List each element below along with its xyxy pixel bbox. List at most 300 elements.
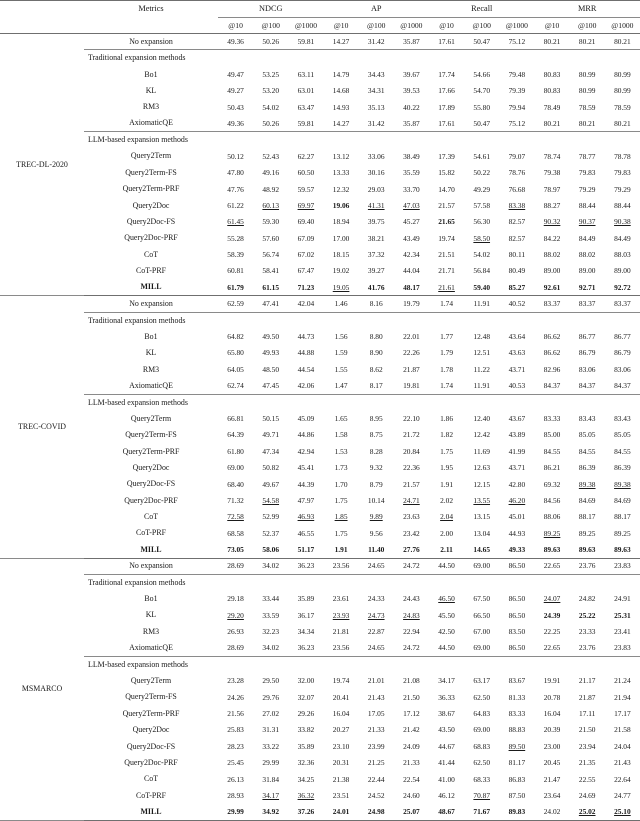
value-text: 65.80 (227, 348, 244, 358)
cell-value (464, 197, 499, 213)
cell-value (359, 804, 394, 820)
cell-value (464, 83, 499, 99)
cell-value (394, 706, 429, 722)
value-text: 78.49 (543, 102, 561, 112)
value-text: 34.17 (438, 676, 455, 686)
value-text: 36.17 (297, 610, 315, 620)
cell-value (429, 673, 464, 689)
table-row (0, 771, 640, 787)
cell-value (605, 247, 640, 263)
value-text: 41.00 (438, 774, 455, 784)
row-method-label (84, 410, 218, 426)
value-text: 88.17 (578, 512, 596, 522)
cell-value (570, 706, 605, 722)
cell-value (464, 787, 499, 803)
value-text: 48.92 (262, 184, 280, 194)
cell-value (288, 83, 323, 99)
table-row (0, 443, 640, 459)
cell-value (359, 492, 394, 508)
cell-value (359, 542, 394, 558)
value-text: 89.00 (543, 266, 561, 276)
value-text: 42.80 (508, 479, 526, 489)
value-text: 17.39 (438, 151, 455, 161)
value-text: 80.49 (508, 266, 526, 276)
section-heading-label: Traditional expansion methods (88, 53, 186, 63)
value-text: 21.87 (578, 692, 596, 702)
cell-value (605, 558, 640, 574)
row-method-label (84, 66, 218, 82)
cell-value (218, 771, 253, 787)
value-text: 25.22 (578, 610, 596, 620)
value-text: 84.69 (578, 495, 596, 505)
value-text: 69.40 (297, 217, 315, 227)
value-text: 49.47 (227, 69, 244, 79)
cell-value (394, 34, 429, 50)
cell-value (288, 771, 323, 787)
value-text: 86.77 (614, 332, 631, 342)
cell-value (429, 148, 464, 164)
value-text: 1.82 (440, 430, 454, 440)
cell-value (218, 214, 253, 230)
value-text: 60.13 (262, 200, 280, 210)
row-method-label (84, 230, 218, 246)
value-text: 85.05 (578, 430, 596, 440)
value-text: 14.68 (332, 86, 350, 96)
value-text: 1.75 (334, 528, 348, 538)
value-text: 63.01 (297, 86, 315, 96)
cell-value (359, 722, 394, 738)
value-text: 40.22 (403, 102, 420, 112)
cell-value (429, 443, 464, 459)
cell-value (253, 787, 288, 803)
cell-value (324, 99, 359, 115)
value-text: 80.83 (543, 69, 561, 79)
cell-value (464, 804, 499, 820)
cell-value (464, 558, 499, 574)
value-text: 23.56 (332, 561, 350, 571)
value-text: 41.44 (438, 758, 455, 768)
cell-value (288, 525, 323, 541)
cell-value (253, 558, 288, 574)
table-body (0, 34, 640, 821)
section-heading-pad (534, 312, 569, 328)
cell-value (464, 263, 499, 279)
value-text: 21.33 (403, 758, 420, 768)
cell-value (570, 263, 605, 279)
cell-value (288, 673, 323, 689)
value-text: 52.37 (262, 528, 280, 538)
cell-value (288, 640, 323, 656)
cell-value (359, 410, 394, 426)
value-text: 23.51 (332, 790, 350, 800)
value-text: 14.70 (438, 184, 455, 194)
cell-value (570, 542, 605, 558)
value-text: 14.27 (332, 36, 350, 46)
header-cutoff-7: @100 (464, 18, 499, 34)
value-text: 62.27 (297, 151, 315, 161)
cell-value (534, 525, 569, 541)
value-text: 1.47 (334, 380, 348, 390)
value-text: 24.33 (367, 594, 385, 604)
header-cutoff-4: @100 (359, 18, 394, 34)
section-heading-llm (0, 656, 640, 672)
section-heading-pad (359, 574, 394, 590)
cell-value (605, 673, 640, 689)
cell-value (570, 509, 605, 525)
section-heading-pad (324, 574, 359, 590)
value-text: 2.02 (440, 495, 454, 505)
header-metrics-label: Metrics (84, 1, 218, 18)
value-text: 80.99 (578, 86, 596, 96)
cell-value (359, 230, 394, 246)
value-text: 54.61 (473, 151, 491, 161)
cell-value (394, 624, 429, 640)
method-text: Query2Term-PRF (122, 446, 180, 456)
value-text: 29.99 (262, 758, 280, 768)
value-text: 89.63 (543, 544, 561, 554)
value-text: 1.75 (334, 495, 348, 505)
cell-value (288, 230, 323, 246)
row-method-label (84, 476, 218, 492)
value-text: 1.53 (334, 446, 348, 456)
cell-value (324, 197, 359, 213)
cell-value (218, 443, 253, 459)
cell-value (570, 410, 605, 426)
value-text: 69.00 (227, 463, 244, 473)
cell-value (534, 34, 569, 50)
table-row (0, 181, 640, 197)
header-cutoff-3: @10 (324, 18, 359, 34)
value-text: 1.46 (334, 299, 348, 309)
cell-value (324, 115, 359, 131)
cell-value (429, 296, 464, 312)
cell-value (218, 689, 253, 705)
cell-value (218, 509, 253, 525)
cell-value (324, 607, 359, 623)
value-text: 63.11 (297, 69, 315, 79)
value-text: 1.91 (440, 479, 454, 489)
value-text: 28.93 (227, 790, 244, 800)
cell-value (288, 361, 323, 377)
cell-value (499, 804, 534, 820)
cell-value (394, 279, 429, 295)
value-text: 24.09 (403, 741, 420, 751)
cell-value (570, 329, 605, 345)
value-text: 84.49 (578, 233, 596, 243)
cell-value (324, 263, 359, 279)
value-text: 27.02 (262, 709, 280, 718)
value-text: 24.72 (403, 561, 420, 571)
value-text: 68.83 (473, 741, 491, 751)
value-text: 23.41 (614, 627, 631, 637)
value-text: 45.01 (508, 512, 526, 522)
section-heading-pad (394, 656, 429, 672)
section-heading-pad (464, 394, 499, 410)
value-text: 25.83 (227, 725, 244, 735)
value-text: 12.15 (473, 479, 491, 489)
header-group-mrr: MRR (534, 1, 640, 18)
cell-value (534, 378, 569, 394)
value-text: 83.33 (543, 413, 561, 423)
table-row (0, 279, 640, 295)
value-text: 13.12 (332, 151, 350, 161)
cell-value (605, 591, 640, 607)
cell-value (570, 525, 605, 541)
cell-value (359, 214, 394, 230)
cell-value (499, 443, 534, 459)
cell-value (288, 279, 323, 295)
value-text: 35.89 (297, 594, 315, 604)
value-text: 88.27 (543, 200, 561, 210)
value-text: 36.23 (297, 643, 315, 653)
value-text: 17.66 (438, 86, 455, 96)
value-text: 47.03 (403, 200, 420, 210)
section-heading-traditional (0, 574, 640, 590)
cell-value (324, 542, 359, 558)
value-text: 56.84 (473, 266, 491, 276)
value-text: 54.02 (473, 250, 491, 260)
section-heading-pad (324, 132, 359, 148)
table-header (0, 1, 640, 34)
value-text: 12.40 (473, 413, 491, 423)
cell-value (534, 197, 569, 213)
cell-value (429, 279, 464, 295)
value-text: 11.22 (473, 364, 490, 374)
cell-value (253, 99, 288, 115)
value-text: 21.01 (367, 676, 385, 686)
method-text: Query2Doc-PRF (124, 233, 178, 243)
cell-value (429, 165, 464, 181)
table-row (0, 263, 640, 279)
section-heading-pad (464, 656, 499, 672)
cell-value (534, 148, 569, 164)
cell-value (429, 476, 464, 492)
cell-value (464, 738, 499, 754)
cell-value (499, 509, 534, 525)
value-text: 80.21 (543, 118, 561, 128)
section-heading-label: Traditional expansion methods (88, 577, 186, 587)
cell-value (570, 673, 605, 689)
cell-value (605, 689, 640, 705)
cell-value (605, 771, 640, 787)
cell-value (253, 263, 288, 279)
cell-value (359, 755, 394, 771)
value-text: 47.76 (227, 184, 244, 194)
header-group-recall: Recall (429, 1, 534, 18)
cell-value (499, 427, 534, 443)
cell-value (359, 591, 394, 607)
row-method-label (84, 329, 218, 345)
cell-value (605, 263, 640, 279)
cell-value (534, 427, 569, 443)
header-cutoff-11: @1000 (605, 18, 640, 34)
cell-value (429, 591, 464, 607)
cell-value (464, 34, 499, 50)
value-text: 59.40 (473, 282, 491, 292)
value-text: 86.50 (508, 561, 526, 571)
row-method-label (84, 607, 218, 623)
cell-value (359, 624, 394, 640)
value-text: 24.02 (543, 807, 561, 817)
section-heading-pad (253, 132, 288, 148)
value-text: 80.99 (578, 69, 596, 79)
cell-value (324, 443, 359, 459)
cell-value (359, 181, 394, 197)
cell-value (324, 427, 359, 443)
value-text: 58.41 (262, 266, 280, 276)
value-text: 22.87 (367, 627, 385, 637)
value-text: 69.32 (543, 479, 561, 489)
value-text: 33.82 (297, 725, 315, 735)
value-text: 44.88 (297, 348, 315, 358)
value-text: 73.05 (227, 544, 244, 554)
value-text: 14.27 (332, 118, 350, 128)
method-text: RM3 (142, 364, 160, 374)
method-text: Query2Term-PRF (122, 708, 180, 718)
value-text: 2.00 (440, 528, 454, 538)
cell-value (429, 115, 464, 131)
value-text: 21.25 (367, 758, 385, 768)
cell-value (464, 624, 499, 640)
cell-value (288, 591, 323, 607)
value-text: 90.37 (578, 217, 596, 227)
cell-value (359, 427, 394, 443)
cell-value (534, 165, 569, 181)
cell-value (570, 689, 605, 705)
value-text: 83.43 (614, 413, 631, 423)
value-text: 83.43 (578, 413, 596, 423)
cell-value (605, 279, 640, 295)
cell-value (253, 247, 288, 263)
cell-value (288, 607, 323, 623)
cell-value (429, 525, 464, 541)
cell-value (534, 230, 569, 246)
section-heading-pad (218, 132, 253, 148)
value-text: 19.05 (332, 282, 350, 292)
cell-value (324, 296, 359, 312)
cell-value (394, 640, 429, 656)
method-text: No expansion (129, 561, 173, 571)
value-text: 1.74 (440, 380, 454, 390)
method-text: Query2Term-FS (125, 430, 177, 440)
cell-value (253, 755, 288, 771)
cell-value (288, 99, 323, 115)
header-group-row (0, 1, 640, 18)
cell-value (394, 722, 429, 738)
cell-value (429, 689, 464, 705)
value-text: 61.80 (227, 446, 244, 456)
value-text: 45.27 (403, 217, 420, 227)
row-method-label (84, 460, 218, 476)
section-heading-pad (394, 132, 429, 148)
cell-value (253, 165, 288, 181)
cell-value (324, 755, 359, 771)
section-heading-pad (534, 574, 569, 590)
section-heading-pad (253, 394, 288, 410)
value-text: 37.32 (367, 250, 385, 260)
cell-value (218, 673, 253, 689)
value-text: 23.63 (403, 512, 420, 522)
cell-value (253, 443, 288, 459)
cell-value (324, 148, 359, 164)
value-text: 75.12 (508, 36, 526, 46)
value-text: 34.34 (297, 627, 315, 637)
row-method-label (84, 542, 218, 558)
method-text: Query2Term (130, 413, 172, 423)
cell-value (359, 443, 394, 459)
value-text: 25.10 (614, 807, 631, 817)
value-text: 78.74 (543, 151, 561, 161)
method-text: Bo1 (144, 594, 158, 604)
value-text: 24.26 (227, 692, 244, 702)
value-text: 58.39 (227, 250, 244, 260)
cell-value (359, 607, 394, 623)
cell-value (429, 542, 464, 558)
cell-value (464, 476, 499, 492)
table-row (0, 99, 640, 115)
cell-value (394, 296, 429, 312)
cell-value (534, 410, 569, 426)
method-text: CoT (143, 249, 159, 259)
value-text: 54.70 (473, 86, 491, 96)
value-text: 15.82 (438, 168, 455, 178)
cell-value (218, 640, 253, 656)
cell-value (394, 525, 429, 541)
value-text: 11.40 (368, 544, 385, 554)
cell-value (464, 296, 499, 312)
value-text: 34.02 (262, 561, 280, 571)
value-text: 79.29 (614, 184, 631, 194)
row-method-label (84, 640, 218, 656)
value-text: 21.42 (403, 725, 420, 735)
section-heading-traditional (0, 312, 640, 328)
value-text: 92.71 (578, 282, 596, 292)
value-text: 21.47 (543, 774, 561, 784)
row-method-label (84, 706, 218, 722)
cell-value (499, 492, 534, 508)
cell-value (218, 329, 253, 345)
value-text: 53.20 (262, 86, 280, 96)
value-text: 86.39 (614, 463, 631, 473)
value-text: 32.00 (297, 676, 315, 686)
value-text: 46.93 (297, 512, 315, 522)
section-heading-pad (359, 50, 394, 66)
cell-value (394, 738, 429, 754)
cell-value (324, 689, 359, 705)
cell-value (570, 591, 605, 607)
value-text: 19.74 (332, 676, 350, 686)
cell-value (464, 427, 499, 443)
value-text: 34.92 (262, 807, 280, 817)
header-cutoff-8: @1000 (499, 18, 534, 34)
table-row (0, 115, 640, 131)
cell-value (499, 525, 534, 541)
cell-value (324, 738, 359, 754)
cell-value (570, 771, 605, 787)
value-text: 42.34 (403, 250, 420, 260)
row-method-label (84, 115, 218, 131)
value-text: 10.14 (367, 495, 385, 505)
cell-value (605, 492, 640, 508)
value-text: 44.04 (403, 266, 420, 276)
cell-value (534, 247, 569, 263)
cell-value (534, 542, 569, 558)
value-text: 50.47 (473, 118, 491, 128)
value-text: 89.25 (614, 528, 631, 538)
cell-value (429, 378, 464, 394)
cell-value (534, 706, 569, 722)
value-text: 43.71 (508, 463, 526, 473)
